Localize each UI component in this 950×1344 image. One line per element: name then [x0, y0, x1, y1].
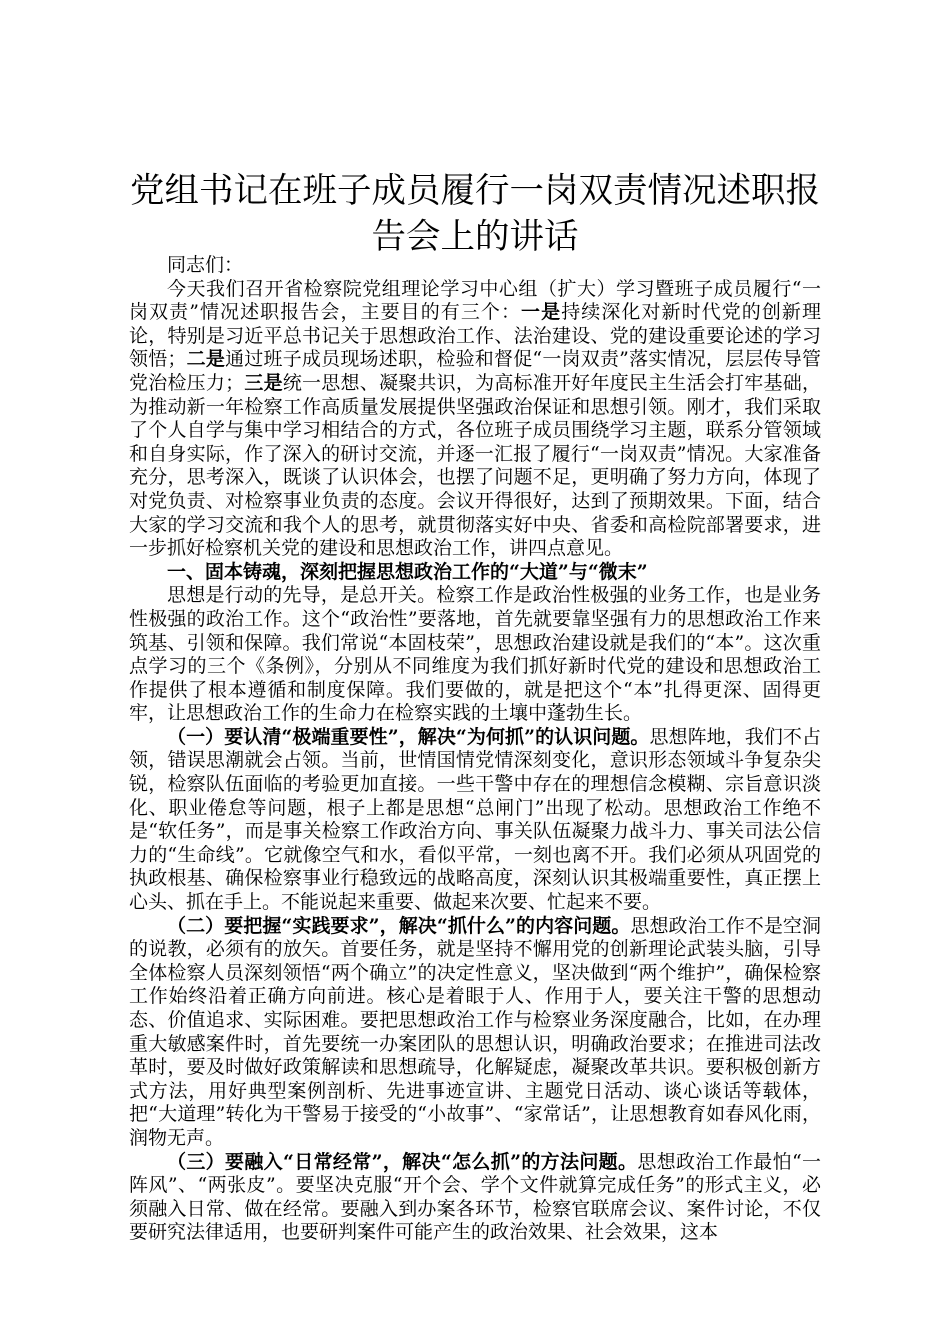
- intro-point-2-label: 二是: [186, 348, 226, 371]
- section-1-heading: 一、固本铸魂，深刻把握思想政治工作的“大道”与“微末”: [167, 560, 648, 583]
- intro-text-4: 统一思想、凝聚共识，为高标准开好年度民主生活会打牢基础，为推动新一年检察工作高质量发展提供坚强政治保证和思想引领。刚才，我们采取了个人自学与集中学习相结合的方式，各位班子成员围绕学习主题，联系分管领域和自身实际，作了深入的研讨交流，并逐一汇报了履行“一岗双责”情况。大家准备充分，思考深入，既谈了认识体会，也摆了问题不足，更明确了努力方向，体现了对党负责、对检察事业负责的态度。会议开得很好，达到了预期效果。下面，结合大家的学习交流和我个人的思考，就贯彻落实好中央、省委和高检院部署要求，进一步抓好检察机关党的建设和思想政治工作，讲四点意见。: [129, 371, 821, 560]
- intro-text-3: 通过班子成员现场述职，检验和督促“一岗双责”落实情况，层层传导管党治检压力；: [129, 348, 821, 394]
- salutation: 同志们：: [167, 254, 244, 276]
- intro-text-2: 持续深化对新时代党的创新理论，特别是习近平总书记关于思想政治工作、法治建设、党的建设重要论述的学习领悟；: [129, 301, 821, 371]
- document-title: [110, 168, 840, 260]
- subsection-2-heading: （二）要把握“实践要求”，解决“抓什么”的内容问题。: [167, 914, 631, 937]
- subsection-1-heading: （一）要认清“极端重要性”，解决“为何抓”的认识问题。: [167, 725, 650, 748]
- subsection-2-paragraph: [129, 915, 821, 1151]
- intro-text-1: 今天我们召开省检察院党组理论学习中心组（扩大）学习暨班子成员履行“一岗双责”情况述职报告会，主要目的有三个：: [129, 277, 821, 324]
- intro-point-3-label: 三是: [244, 371, 283, 394]
- intro-point-1-label: 一是: [521, 301, 562, 324]
- document-body: [129, 254, 821, 1245]
- section-1-paragraph: 思想是行动的先导，是总开关。检察工作是政治性极强的业务工作，也是业务性极强的政治工作。这个“政治性”要落地，首先就要靠坚强有力的思想政治工作来筑基、引领和保障。我们常说“本固枝荣”，思想政治建设就是我们的“本”。这次重点学习的三个《条例》，分别从不同维度为我们抓好新时代党的建设和思想政治工作提供了根本遵循和制度保障。我们要做的，就是把这个“本”扎得更深、固得更牢，让思想政治工作的生命力在检察实践的土壤中蓬勃生长。: [129, 584, 821, 725]
- intro-paragraph: [129, 278, 821, 561]
- title-line-2: 告会上的讲话: [371, 217, 579, 257]
- subsection-1-text: 思想阵地，我们不占领，错误思潮就会占领。当前，世情国情党情深刻变化，意识形态领域斗争复杂尖锐，检察队伍面临的考验更加直接。一些干警中存在的理想信念模糊、宗旨意识淡化、职业倦怠等问题，根子上都是思想“总闸门”出现了松动。思想政治工作绝不是“软任务”，而是事关检察工作政治方向、事关队伍凝聚力战斗力、事关司法公信力的“生命线”。它就像空气和水，看似平常，一刻也离不开。我们必须从巩固党的执政根基、确保检察事业行稳致远的战略高度，深刻认识其极端重要性，真正摆上心头、抓在手上。不能说起来重要、做起来次要、忙起来不要。: [129, 725, 821, 914]
- title-line-1: 党组书记在班子成员履行一岗双责情况述职报: [130, 171, 820, 211]
- subsection-3-text: 思想政治工作最怕“一阵风”、“两张皮”。要坚决克服“开个会、学个文件就算完成任务”的形式主义，必须融入日常、做在经常。要融入到办案各环节，检察官联席会议、案件讨论，不仅要研究法律适用，也要研判案件可能产生的政治效果、社会效果，这本: [129, 1150, 821, 1244]
- subsection-1-paragraph: [129, 726, 821, 915]
- subsection-3-paragraph: [129, 1151, 821, 1245]
- subsection-3-heading: （三）要融入“日常经常”，解决“怎么抓”的方法问题。: [167, 1150, 638, 1173]
- subsection-2-text: 思想政治工作不是空洞的说教，必须有的放矢。首要任务，就是坚持不懈用党的创新理论武装头脑，引导全体检察人员深刻领悟“两个确立”的决定性意义，坚决做到“两个维护”，确保检察工作始终沿着正确方向前进。核心是着眼于人、作用于人，要关注干警的思想动态、价值追求、实际困难。要把思想政治工作与检察业务深度融合，比如，在办理重大敏感案件时，首先要统一办案团队的思想认识，明确政治要求；在推进司法改革时，要及时做好政策解读和思想疏导，化解疑虑，凝聚改革共识。要积极创新方式方法，用好典型案例剖析、先进事迹宣讲、主题党日活动、谈心谈话等载体，把“大道理”转化为干警易于接受的“小故事”、“家常话”，让思想教育如春风化雨，润物无声。: [129, 914, 821, 1149]
